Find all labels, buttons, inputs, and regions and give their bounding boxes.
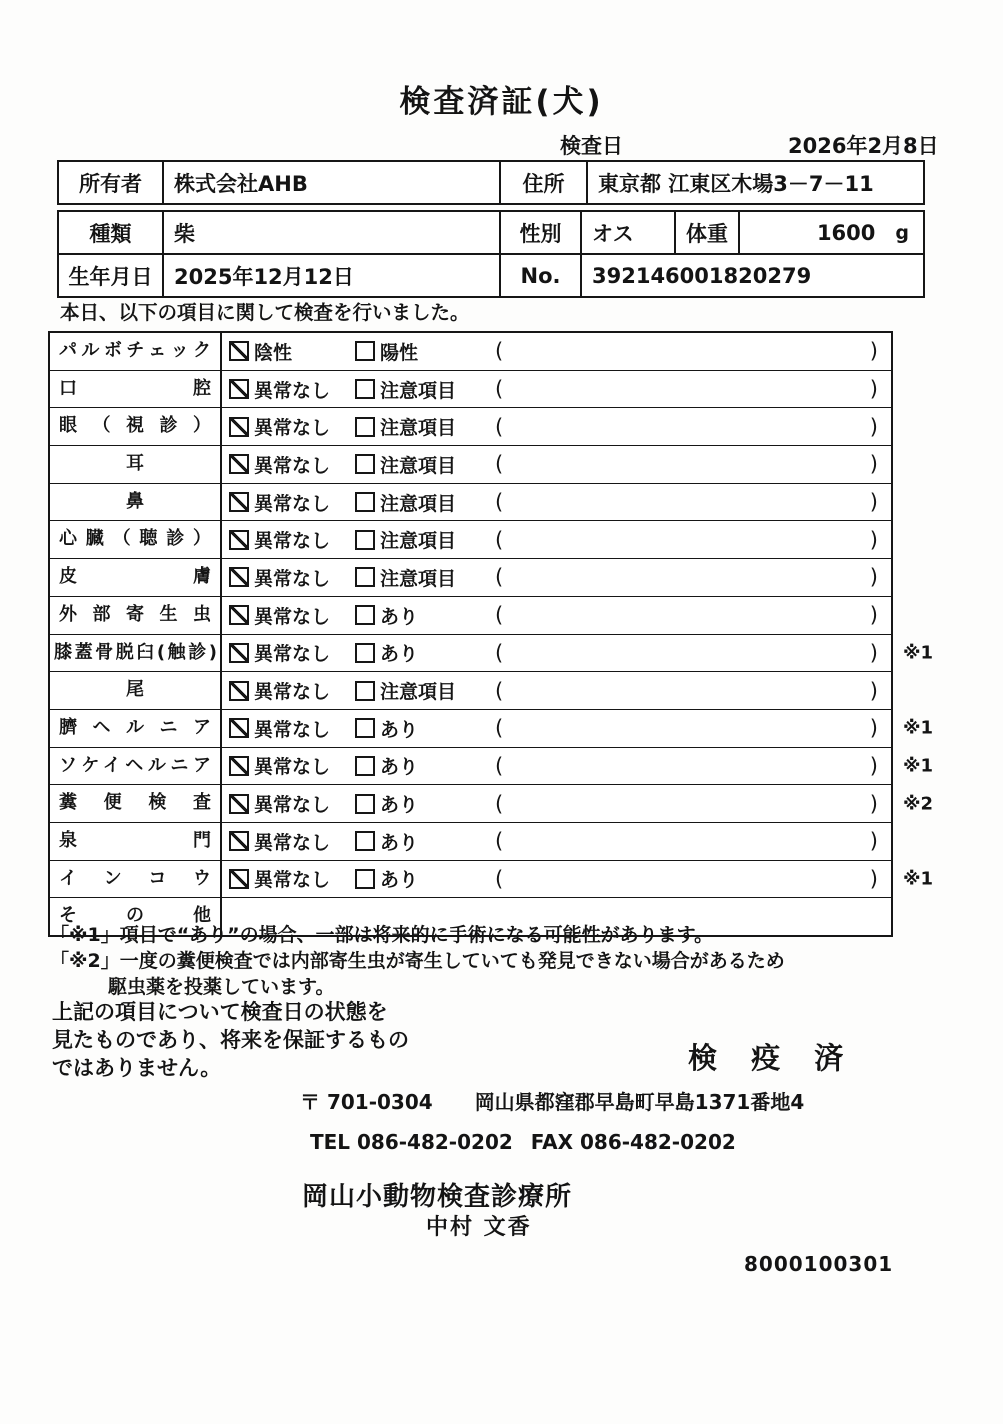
clinic-address: 岡山県都窪郡早島町早島1371番地4 xyxy=(474,1090,805,1114)
postal-code: 〒 701-0304 xyxy=(300,1090,433,1114)
exam-item-label: その他 xyxy=(50,898,222,935)
checkbox-ok[interactable] xyxy=(229,454,249,474)
checkbox-label: 異常なし xyxy=(254,756,331,779)
comment-paren-close: ) xyxy=(869,452,878,477)
checkbox-present[interactable] xyxy=(355,794,375,814)
footnote-marker: ※1 xyxy=(903,717,934,739)
clinic-tel: TEL 086-482-0202 xyxy=(310,1130,513,1154)
comment-paren-close: ) xyxy=(869,716,878,741)
breed-label: 種類 xyxy=(89,221,132,246)
exam-item-label: 心臓（聴診） xyxy=(50,521,222,558)
checkbox-label: あり xyxy=(380,831,419,854)
page-title: 検査済証(犬) xyxy=(399,84,604,120)
checkbox-label: 異常なし xyxy=(254,530,331,553)
comment-paren-open: ( xyxy=(495,716,504,741)
veterinarian-name: 中村 文香 xyxy=(426,1215,532,1240)
sex-value: オス xyxy=(580,212,674,253)
table-row-fontanelle xyxy=(50,822,891,860)
footnote-2-line1: 「※2」一度の糞便検査では内部寄生虫が寄生していても発見できない場合があるため xyxy=(50,950,785,972)
footnote-2-line2: 駆虫薬を投薬しています。 xyxy=(108,976,335,998)
checkbox-caution[interactable] xyxy=(355,492,375,512)
exam-item-label: 泉門 xyxy=(50,823,222,860)
comment-paren-close: ) xyxy=(869,829,878,854)
comment-paren-close: ) xyxy=(869,603,878,628)
checkbox-label: 異常なし xyxy=(254,681,331,704)
comment-paren-open: ( xyxy=(495,829,504,854)
comment-paren-open: ( xyxy=(495,339,504,364)
comment-paren-close: ) xyxy=(869,490,878,515)
comment-paren-close: ) xyxy=(869,753,878,778)
checkbox-label: 異常なし xyxy=(254,492,331,515)
disclaimer-line: ではありません。 xyxy=(52,1056,222,1080)
dog-info-table xyxy=(57,210,925,298)
table-row-eyes xyxy=(50,407,891,445)
comment-paren-open: ( xyxy=(495,791,504,816)
document-code: 8000100301 xyxy=(744,1252,894,1276)
weight-label: 体重 xyxy=(674,212,738,253)
disclaimer-line: 見たものであり、将来を保証するもの xyxy=(52,1028,409,1052)
checkbox-label: 注意項目 xyxy=(380,530,457,553)
checkbox-caution[interactable] xyxy=(355,530,375,550)
breed-value: 柴 xyxy=(162,212,499,253)
exam-item-label: 膝蓋骨脱臼(触診) xyxy=(50,635,222,672)
checkbox-label: 異常なし xyxy=(254,831,331,854)
weight-value-cell xyxy=(738,212,923,253)
clinic-name: 岡山小動物検査診療所 xyxy=(302,1182,573,1212)
comment-paren-open: ( xyxy=(495,452,504,477)
checkbox-label: 陽性 xyxy=(380,341,419,364)
comment-paren-close: ) xyxy=(869,565,878,590)
checkbox-present[interactable] xyxy=(355,756,375,776)
checkbox-present[interactable] xyxy=(355,831,375,851)
sex-label: 性別 xyxy=(499,212,580,253)
checkbox-caution[interactable] xyxy=(355,417,375,437)
footnote-marker: ※2 xyxy=(903,793,934,815)
disclaimer-line: 上記の項目について検査日の状態を xyxy=(52,1000,388,1024)
checkbox-caution[interactable] xyxy=(355,567,375,587)
checkbox-ok[interactable] xyxy=(229,756,249,776)
clinic-address-line xyxy=(300,1086,804,1115)
table-row-ectoparasites xyxy=(50,596,891,634)
checkbox-label: 異常なし xyxy=(254,379,331,402)
quarantine-passed-stamp: 検 疫 済 xyxy=(688,1041,856,1075)
comment-paren-open: ( xyxy=(495,678,504,703)
checkbox-ok[interactable] xyxy=(229,379,249,399)
comment-paren-close: ) xyxy=(869,339,878,364)
owner-label: 所有者 xyxy=(79,171,142,196)
checkbox-label: 異常なし xyxy=(254,794,331,817)
exam-item-label: 耳 xyxy=(50,446,222,483)
comment-paren-open: ( xyxy=(495,490,504,515)
checkbox-ok[interactable] xyxy=(229,681,249,701)
checkbox-label: 注意項目 xyxy=(380,379,457,402)
exam-item-label: 口腔 xyxy=(50,371,222,408)
checkbox-present[interactable] xyxy=(355,718,375,738)
exam-date-value: 2026年2月8日 xyxy=(788,134,939,158)
checkbox-label: あり xyxy=(380,794,419,817)
checkbox-negative[interactable] xyxy=(229,341,249,361)
comment-paren-close: ) xyxy=(869,377,878,402)
comment-paren-open: ( xyxy=(495,565,504,590)
checkbox-ok[interactable] xyxy=(229,831,249,851)
table-row-umbilical-hernia xyxy=(50,709,934,747)
checkbox-label: 異常なし xyxy=(254,454,331,477)
table-row-fecal-exam xyxy=(50,784,934,822)
comment-paren-open: ( xyxy=(495,603,504,628)
checkbox-label: 注意項目 xyxy=(380,492,457,515)
comment-paren-close: ) xyxy=(869,678,878,703)
number-value: 392146001820279 xyxy=(580,255,923,296)
checkbox-ok[interactable] xyxy=(229,492,249,512)
table-row-parvo xyxy=(50,333,891,370)
checkbox-label: 異常なし xyxy=(254,567,331,590)
table-row-tail xyxy=(50,671,891,709)
table-row-nose xyxy=(50,483,891,521)
disclaimer-text xyxy=(52,998,409,1082)
checkbox-caution[interactable] xyxy=(355,681,375,701)
footnote-marker: ※1 xyxy=(903,868,934,890)
exam-item-label: 皮膚 xyxy=(50,559,222,596)
checkbox-ok[interactable] xyxy=(229,417,249,437)
exam-item-label: 外部寄生虫 xyxy=(50,597,222,634)
table-row-genitals xyxy=(50,860,934,898)
checkbox-label: 注意項目 xyxy=(380,454,457,477)
checkbox-ok[interactable] xyxy=(229,794,249,814)
checkbox-ok[interactable] xyxy=(229,605,249,625)
comment-paren-open: ( xyxy=(495,753,504,778)
comment-paren-close: ) xyxy=(869,527,878,552)
comment-paren-close: ) xyxy=(869,640,878,665)
checkbox-label: 注意項目 xyxy=(380,417,457,440)
comment-paren-open: ( xyxy=(495,414,504,439)
exam-date-label: 検査日 xyxy=(560,134,623,158)
exam-item-label: 糞便検査 xyxy=(50,785,222,822)
checkbox-label: 異常なし xyxy=(254,417,331,440)
checkbox-label: 異常なし xyxy=(254,605,331,628)
exam-checklist-table xyxy=(48,331,934,937)
exam-item-label: パルボチェック xyxy=(50,333,222,370)
address-label: 住所 xyxy=(499,162,586,203)
owner-value: 株式会社AHB xyxy=(162,162,499,203)
table-row-mouth xyxy=(50,370,891,408)
footnote-marker: ※1 xyxy=(903,755,934,777)
table-row-inguinal-hernia xyxy=(50,747,934,785)
exam-statement: 本日、以下の項目に関して検査を行いました。 xyxy=(60,301,470,324)
checkbox-label: 注意項目 xyxy=(380,567,457,590)
exam-item-label: 尾 xyxy=(50,672,222,709)
checkbox-label: 異常なし xyxy=(254,718,331,741)
checkbox-ok[interactable] xyxy=(229,718,249,738)
footnotes xyxy=(50,922,785,1000)
comment-paren-open: ( xyxy=(495,640,504,665)
checkbox-label: あり xyxy=(380,718,419,741)
birthdate-label: 生年月日 xyxy=(68,264,153,289)
checkbox-present[interactable] xyxy=(355,643,375,663)
checkbox-label: 陰性 xyxy=(254,341,293,364)
checkbox-caution[interactable] xyxy=(355,379,375,399)
checkbox-label: あり xyxy=(380,643,419,666)
checkbox-caution[interactable] xyxy=(355,454,375,474)
exam-item-label: 臍ヘルニア xyxy=(50,710,222,747)
comment-paren-close: ) xyxy=(869,866,878,891)
comment-paren-open: ( xyxy=(495,377,504,402)
checkbox-label: あり xyxy=(380,756,419,779)
checkbox-label: あり xyxy=(380,605,419,628)
table-row xyxy=(59,253,923,296)
checkbox-ok[interactable] xyxy=(229,567,249,587)
exam-item-label: インコウ xyxy=(50,861,222,898)
weight-unit: g xyxy=(895,221,909,244)
address-value: 東京都 江東区木場3－7－11 xyxy=(586,162,923,203)
checkbox-ok[interactable] xyxy=(229,869,249,889)
checkbox-label: 注意項目 xyxy=(380,681,457,704)
footnote-marker: ※1 xyxy=(903,642,934,664)
table-row-skin xyxy=(50,558,891,596)
comment-paren-close: ) xyxy=(869,414,878,439)
exam-item-label: 眼（視診） xyxy=(50,408,222,445)
table-row xyxy=(59,162,923,203)
checkbox-label: 異常なし xyxy=(254,643,331,666)
clinic-contact-line xyxy=(310,1130,736,1154)
checkbox-ok[interactable] xyxy=(229,643,249,663)
owner-table xyxy=(57,160,925,205)
checkbox-positive[interactable] xyxy=(355,341,375,361)
exam-item-label: 鼻 xyxy=(50,484,222,521)
comment-paren-open: ( xyxy=(495,527,504,552)
exam-item-label: ソケイヘルニア xyxy=(50,748,222,785)
birthdate-value: 2025年12月12日 xyxy=(162,255,499,296)
checkbox-label: 異常なし xyxy=(254,869,331,892)
checkbox-label: あり xyxy=(380,869,419,892)
checkbox-ok[interactable] xyxy=(229,530,249,550)
table-row-ears xyxy=(50,445,891,483)
table-row-heart xyxy=(50,520,891,558)
table-row xyxy=(59,212,923,253)
checkbox-present[interactable] xyxy=(355,605,375,625)
checkbox-present[interactable] xyxy=(355,869,375,889)
table-row-patella xyxy=(50,634,934,672)
weight-value: 1600 xyxy=(816,220,876,245)
number-label: No. xyxy=(499,255,580,296)
clinic-fax: FAX 086-482-0202 xyxy=(530,1130,736,1154)
comment-paren-close: ) xyxy=(869,791,878,816)
comment-paren-open: ( xyxy=(495,866,504,891)
footnote-1: 「※1」項目で“あり”の場合、一部は将来的に手術になる可能性があります。 xyxy=(50,924,714,946)
